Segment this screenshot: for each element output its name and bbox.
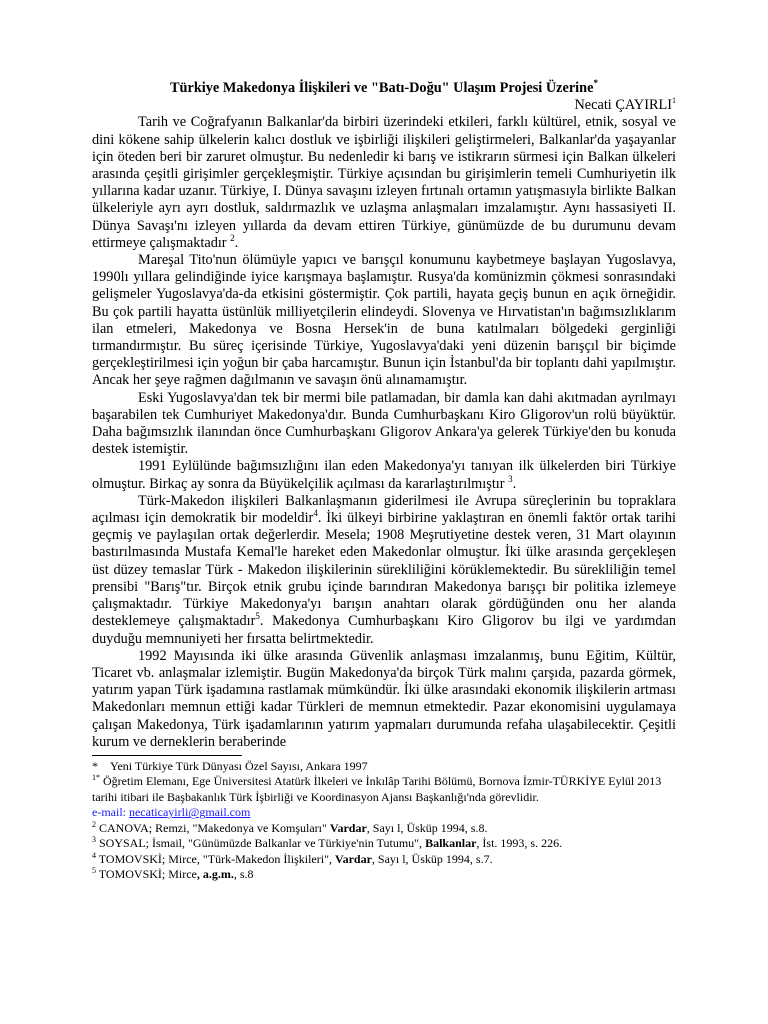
footnote-ref: 3 [508, 473, 513, 484]
email-label: e-mail: [92, 805, 129, 820]
document-page [92, 80, 676, 883]
footnote-star: * Yeni Türkiye Türk Dünyası Özel Sayısı, Ankara 1997 [92, 758, 368, 773]
paragraph: Mareşal Tito'nun ölümüyle yapıcı ve barışçıl konumunu kaybetmeye başlayan Yugoslavya, 1990lı yıllara gelindiğinde iyice karışmaya başlamıştır. Rusya'da komünizmin çökmesi sonrasındaki gelişmeler Yugoslavya'da-da etkisini göstermiştir. Çok partili, hayata geçiş bunun en açık örneğidir. Bu çok partili hayatta üstünlük milliyetçilerin elindeydi. Slovenya ve Hırvatistan'ın bağımsızlıklarım ilan etmeleri, Makedonya ve Bosna Hersek'in de buna katılmaları bölgedeki gerginliği tırmandırmıştır. Bu süreç içerisinde Türkiye, Yugoslavya'daki yeni düzenin barışçıl bir biçimde gerçekleştirilmesi için yoğun bir çaba harcamıştır. Bunun için İstanbul'da bir toplantı dahi yapılmıştır. Ancak her şeye rağmen dağılmanın ve savaşın önü alınamamıştır. [92, 252, 676, 389]
footnote-1: $^{1*}$ Öğretim Elemanı, Ege Üniversitesi Atatürk İlkeleri ve İnkılâp Tarihi Bölümü, Bornova İzmir-TÜRKİYE Eylül 2013 tarihi itibari ile Başbakanlık Türk İşbirliği ve Koordinasyon Ajansı Başkanlığı'nda görevlidir. e-mail: necaticayirli@gmail.com [92, 773, 662, 820]
page-title [92, 80, 676, 97]
title-text: Türkiye Makedonya İlişkileri ve "Batı-Doğu" Ulaşım Projesi Üzerine [170, 80, 594, 96]
email-link[interactable]: necaticayirli@gmail.com [128, 805, 251, 820]
footnote-5: $^5$ TOMOVSKİ; Mirce, a.g.m., s.8 [92, 866, 254, 882]
footnote-ref: 2 [230, 233, 235, 244]
paragraph: Tarih ve Coğrafyanın Balkanlar'da birbiri üzerindeki etkileri, farklı kültürel, etnik, sosyal ve dini kökene sahip ülkelerin kalıcı dostluk ve işbirliği ilişkileri geliştirmeleri, Balkanlar'da yaşayanlar için öteden beri bir zaruret olmuştur. Bu nedenledir ki barış ve istikrarın sürmesi için Balkan ülkeleri arasında çeşitli girişimler gerçekleşmiştir. Türkiye açısından bu girişimlerin temeli Cumhuriyetin ilk yıllarına kadar uzanır. Türkiye, I. Dünya savaşını izleyen fırtınalı ortamın yatışmasıyla birlikte Balkan ülkeleriyle ayrı ayrı dostluk, saldırmazlık ve uzlaşma anlaşmaları imzalamıştır. Aynı hassasiyeti II. Dünya Savaşı'nı izleyen yıllarda da devam ettiren Türkiye, günümüzde de bu durumunu devam ettirmeye çalışmaktadır $^2$. [92, 114, 676, 251]
author-footnote-mark: 1 [672, 96, 676, 106]
author-name: Necati ÇAYIRLI [574, 97, 672, 114]
paragraph: 1991 Eylülünde bağımsızlığını ilan eden Makedonya'yı tanıyan ilk ülkelerden biri Türkiye olmuştur. Birkaç ay sonra da Büyükelçilik açılması da kararlaştırılmıştır $^3$. [92, 458, 676, 492]
footnote-ref: 5 [255, 611, 260, 622]
footnote-2: $^2$ CANOVA; Remzi, "Makedonya ve Komşuları" Vardar, Sayı l, Üsküp 1994, s.8. [92, 819, 488, 835]
title-footnote-mark: * [593, 78, 598, 89]
author-line [92, 97, 676, 114]
footnote-4: $^4$ TOMOVSKİ; Mirce, "Türk-Makedon İlişkileri", Vardar, Sayı l, Üsküp 1994, s.7. [92, 850, 493, 866]
paragraph: Türk-Makedon ilişkileri Balkanlaşmanın giderilmesi ile Avrupa süreçlerinin bu topraklara açılması için demokratik bir modeldir$^4$. İki ülkeyi birbirine yaklaştıran en önemli faktör ortak tarihi geçmiş ve paylaşılan ortak değerlerdir. Mesela; 1908 Meşrutiyetine destek veren, 31 Mart olayının bastırılmasında Mustafa Kemal'le hareket eden Makedonlar olmuştur. İki ülke arasında gerçekleşen üst düzey temaslar Türk - Makedon ilişkilerinin sürekliliğini körüklemektedir. Bu sürekliliğin temel prensibi "Barış"tır. Birçok etnik grubu içinde barındıran Makedonya barışçı bir politika izlemeye çalışmaktadır. Türkiye Makedonya'yı barışın anahtarı olarak gördüğünden onu her alanda desteklemeye çalışmaktadır$^5$. Makedonya Cumhurbaşkanı Kiro Gligorov bu ilgi ve yardımdan duyduğu memnuniyeti her fırsatta belirtmektedir. [92, 492, 676, 647]
footnote-ref: 4 [313, 508, 318, 519]
paragraph: 1992 Mayısında iki ülke arasında Güvenlik anlaşması imzalanmış, bunu Eğitim, Kültür, Ticaret vb. anlaşmalar izlemiştir. Bugün Makedonya'da birçok Türk malını çarşıda, pazarda görmek, yatırım yapan Türk işadamına rastlamak mümkündür. İki ülke arasındaki ekonomik ilişkilerin artması Makedonları memnun ettiği kadar Türkleri de memnun etmektedir. Pazar ekonomisini uygulamaya çalışan Makedonya, Türk işadamlarının yatırım yapmaları durumunda refaha ulaşabilecektir. Çeşitli kurum ve derneklerin beraberinde [92, 647, 676, 750]
paragraph: Eski Yugoslavya'dan tek bir mermi bile patlamadan, bir damla kan dahi akıtmadan ayrılmayı başarabilen tek Cumhuriyet Makedonya'dır. Bunda Cumhurbaşkanı Kiro Gligorov'un rolü büyüktür. Daha bağımsızlık ilanından önce Cumhurbaşkanı Gligorov Ankara'ya gelerek Türkiye'den bu konuda destek istemiştir. [92, 389, 676, 458]
footnote-3: $^3$ SOYSAL; İsmail, "Günümüzde Balkanlar ve Türkiye'nin Tutumu", Balkanlar, İst. 1993, s. 226. [92, 835, 563, 851]
footnote-divider [92, 755, 242, 756]
